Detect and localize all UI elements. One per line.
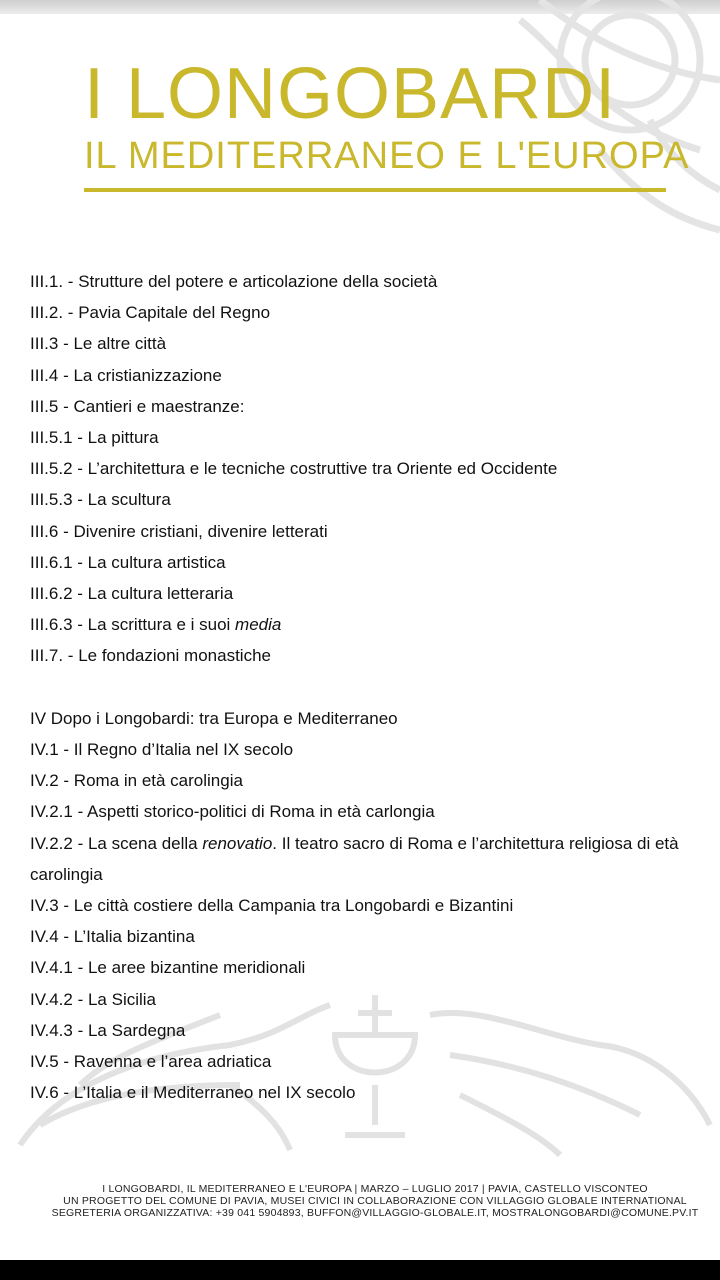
- toc-item-number: III.4 -: [30, 365, 74, 385]
- toc-item-number: IV.4.1 -: [30, 958, 88, 978]
- toc-item: [30, 734, 700, 765]
- toc-item-text: Roma in età carolingia: [73, 771, 243, 791]
- exhibition-title: I LONGOBARDI: [84, 54, 617, 134]
- toc-item: [30, 547, 700, 578]
- toc-item-text: Pavia Capitale del Regno: [78, 303, 271, 323]
- toc-item-text: L’architettura e le tecniche costruttive tra Oriente ed Occidente: [87, 459, 558, 479]
- toc-item-text: La Sicilia: [87, 989, 157, 1009]
- toc-item-text: Aspetti storico-politici di Roma in età carlongia: [87, 802, 435, 822]
- toc-item-text: La cultura letteraria: [87, 584, 234, 604]
- toc-item-number: IV.4 -: [30, 927, 74, 947]
- exhibition-subtitle: IL MEDITERRANEO E L'EUROPA: [84, 135, 690, 177]
- toc-item-text: La scrittura e i suoi: [87, 615, 236, 635]
- toc-item: [30, 890, 700, 921]
- toc-item-number: III.5.3 -: [30, 490, 88, 510]
- toc-item-number: III.5 -: [30, 396, 74, 416]
- toc-item: [30, 453, 700, 484]
- toc-item: [30, 921, 700, 952]
- toc-item-text: La scena della: [87, 833, 203, 853]
- toc-item-number: IV.1 -: [30, 740, 74, 760]
- toc-item: [30, 484, 700, 515]
- toc-section-iv-heading: IV Dopo i Longobardi: tra Europa e Mediterraneo: [30, 708, 398, 728]
- toc-item-text: Il Regno d’Italia nel IX secolo: [73, 740, 294, 760]
- toc-section-iv-part-a: [30, 734, 700, 828]
- toc-section-iv-part-b: [30, 890, 700, 1108]
- toc-item-number: IV.6 -: [30, 1083, 74, 1103]
- toc-item: [30, 765, 700, 796]
- toc-item: [30, 1077, 700, 1108]
- toc-item: [30, 1015, 700, 1046]
- toc-item-text: La cristianizzazione: [73, 365, 222, 385]
- top-status-strip: [0, 0, 720, 14]
- toc-item-text: La Sardegna: [87, 1020, 186, 1040]
- toc-item-text: Le fondazioni monastiche: [78, 646, 271, 666]
- section-gap: [30, 672, 700, 703]
- toc-item: [30, 328, 700, 359]
- toc-item: [30, 360, 700, 391]
- toc-item-number: IV.5 -: [30, 1052, 74, 1072]
- footer: [30, 1183, 720, 1219]
- toc-item-italic: renovatio: [202, 833, 273, 853]
- footer-line-1: I LONGOBARDI, IL MEDITERRANEO E L'EUROPA | MARZO – LUGLIO 2017 | PAVIA, CASTELLO VISCONTEO: [102, 1183, 648, 1195]
- toc-item: [30, 578, 700, 609]
- toc-item-number: III.5.1 -: [30, 428, 88, 448]
- toc-item-number: III.1. -: [30, 272, 79, 291]
- toc-item-text: Le altre città: [73, 334, 167, 354]
- toc-item-text: Ravenna e l’area adriatica: [73, 1052, 272, 1072]
- toc-item-number: III.7. -: [30, 646, 79, 666]
- toc-item-iv-2-2: [30, 828, 700, 890]
- toc-item-number: IV.3 -: [30, 896, 74, 916]
- toc-item-number: IV.2 -: [30, 771, 74, 791]
- header: [84, 54, 690, 178]
- toc-item-number: III.6 -: [30, 521, 74, 541]
- toc-item: [30, 391, 700, 422]
- toc-item-number: III.5.2 -: [30, 459, 88, 479]
- toc-section-iii: [30, 266, 700, 672]
- toc-item: [30, 1046, 700, 1077]
- toc-item: [30, 422, 700, 453]
- toc-item: [30, 297, 700, 328]
- toc-item-text: La scultura: [87, 490, 171, 510]
- bottom-nav-strip: [0, 1260, 720, 1280]
- toc-item-italic: media: [235, 615, 282, 635]
- toc-item-text: . Il teatro sacro di Roma e l’architettura religiosa di età carolingia: [30, 833, 679, 884]
- toc-item-number: III.2. -: [30, 303, 79, 323]
- toc-item-text: Le città costiere della Campania tra Longobardi e Bizantini: [73, 896, 514, 916]
- toc-item: [30, 516, 700, 547]
- toc-item-text: Strutture del potere e articolazione della società: [78, 272, 438, 291]
- toc-item: [30, 609, 700, 640]
- toc-item-number: III.6.2 -: [30, 584, 88, 604]
- toc-item-number: III.3 -: [30, 334, 74, 354]
- table-of-contents: [30, 266, 700, 1108]
- toc-item-number: III.6.3 -: [30, 615, 88, 635]
- toc-item-text: La pittura: [87, 428, 159, 448]
- toc-item: [30, 640, 700, 671]
- title-underline: [84, 188, 666, 192]
- toc-item-text: L’Italia bizantina: [73, 927, 195, 947]
- toc-item-text: Divenire cristiani, divenire letterati: [73, 521, 328, 541]
- toc-item: [30, 952, 700, 983]
- toc-item-number: IV.4.2 -: [30, 989, 88, 1009]
- toc-item-number: IV.4.3 -: [30, 1020, 88, 1040]
- toc-item: [30, 984, 700, 1015]
- toc-item: [30, 796, 700, 827]
- toc-item-text: Cantieri e maestranze:: [73, 396, 245, 416]
- toc-item-number: IV.2.2 -: [30, 833, 88, 853]
- toc-item-text: La cultura artistica: [87, 552, 226, 572]
- toc-item-text: Le aree bizantine meridionali: [87, 958, 306, 978]
- toc-item-number: III.6.1 -: [30, 552, 88, 572]
- toc-item-text: L’Italia e il Mediterraneo nel IX secolo: [73, 1083, 356, 1103]
- footer-line-2: UN PROGETTO DEL COMUNE DI PAVIA, MUSEI CIVICI IN COLLABORAZIONE CON VILLAGGIO GLOBALE INTERNATIONAL: [63, 1195, 687, 1207]
- footer-line-3: SEGRETERIA ORGANIZZATIVA: +39 041 5904893, BUFFON@VILLAGGIO-GLOBALE.IT, MOSTRALONGOBARDI@COMUNE.PV.IT: [51, 1207, 699, 1219]
- toc-item-number: IV.2.1 -: [30, 802, 88, 822]
- toc-item: [30, 266, 700, 297]
